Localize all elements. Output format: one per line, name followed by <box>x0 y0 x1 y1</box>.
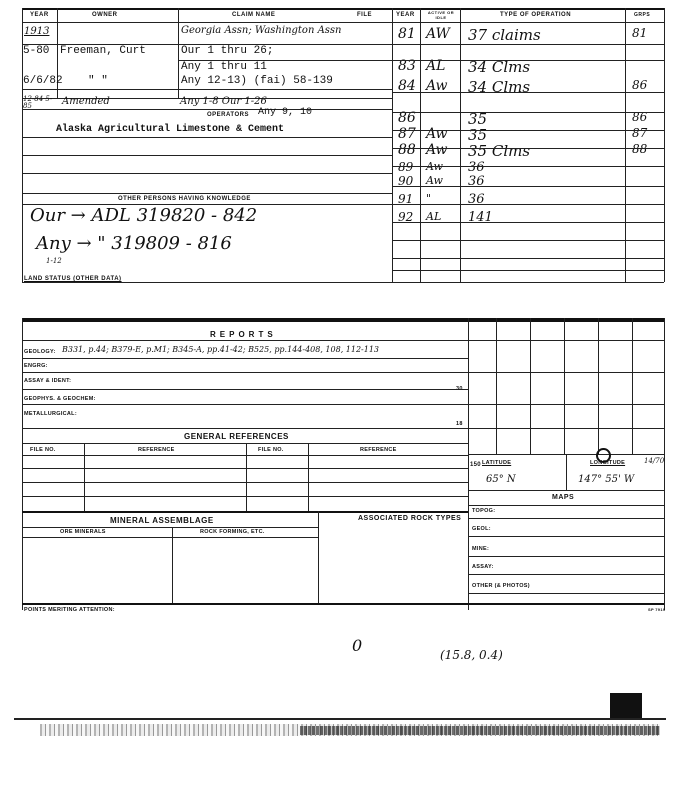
activity-last: 86 <box>632 78 648 92</box>
other-persons-line: Our → ADL 319820 - 842 <box>30 205 258 226</box>
year2-header: YEAR <box>396 12 415 18</box>
activity-status: Aw <box>426 160 443 173</box>
activity-type: 36 <box>468 192 485 207</box>
longitude-label: LONGITUDE <box>590 460 626 466</box>
maps-title: MAPS <box>552 494 575 501</box>
map-row-label: OTHER (& PHOTOS) <box>472 583 530 589</box>
operators-label: OPERATORS <box>207 112 249 118</box>
owner-row-year: 12-84 5-85 <box>23 95 53 110</box>
owner-row-owner: Amended <box>62 96 110 107</box>
activity-status: AW <box>426 26 450 42</box>
activity-status: Aw <box>426 142 448 158</box>
activity-year: 87 <box>398 126 416 142</box>
activity-type: 34 Clms <box>468 58 531 76</box>
mineral-assemblage-title: MINERAL ASSEMBLAGE <box>110 516 214 525</box>
active-idle-header: ACTIVE OR IDLE <box>427 10 455 20</box>
activity-status: AL <box>426 58 446 74</box>
activity-status: Aw <box>426 78 448 94</box>
latitude-label: LATITUDE <box>482 460 512 466</box>
longitude-value: 147° 55' W <box>578 474 635 485</box>
activity-type: 35 Clms <box>468 142 531 160</box>
latitude-value: 65° N <box>486 474 516 485</box>
other-persons-line: Any → " 319809 - 816 <box>36 233 232 254</box>
activity-year: 84 <box>398 78 416 94</box>
map-row-label: ASSAY: <box>472 564 494 570</box>
activity-type: 34 Clms <box>468 78 531 96</box>
activity-type: 35 <box>468 126 488 144</box>
reports-title: REPORTS <box>210 330 277 339</box>
scan-line-artifact <box>14 718 666 720</box>
year-header: YEAR <box>30 12 49 18</box>
activity-last: 86 <box>632 110 648 124</box>
last-column-header: GRPS <box>634 12 651 18</box>
report-label-assay: ASSAY & IDENT: <box>24 378 72 384</box>
activity-status: Aw <box>426 174 443 187</box>
activity-year: 81 <box>398 26 416 42</box>
owner-row-year: 1913 <box>24 26 50 37</box>
activity-status: " <box>426 192 432 205</box>
circle-mark-icon <box>596 448 611 463</box>
activity-year: 89 <box>398 160 414 174</box>
activity-last: 81 <box>632 26 648 40</box>
gr-header-reference: REFERENCE <box>138 447 175 453</box>
owner-row-year: 5-80 <box>23 45 50 57</box>
activity-year: 86 <box>398 110 416 126</box>
file-header: FILE <box>357 12 372 18</box>
grid-left-number: 150 <box>470 462 481 468</box>
activity-type: 37 claims <box>468 26 541 44</box>
operator-name: Alaska Agricultural Limestone & Cement <box>56 124 285 135</box>
owner-row-claim: Any 12-13) (fai) 58-139 <box>181 75 333 87</box>
activity-year: 92 <box>398 210 414 224</box>
owner-row-year: 6/6/82 <box>23 75 63 87</box>
owner-row-claim: Georgia Assn; Washington Assn <box>181 25 342 36</box>
activity-type: 36 <box>468 174 485 189</box>
owner-row-owner: " " <box>88 75 108 87</box>
map-row-label: TOPOG: <box>472 508 496 514</box>
owner-row-owner: Freeman, Curt <box>60 45 146 57</box>
claim-name-header: CLAIM NAME <box>232 12 276 18</box>
report-side-number: 30 <box>456 386 463 392</box>
other-persons-note: 1-12 <box>46 257 62 265</box>
activity-year: 90 <box>398 174 414 188</box>
points-meriting-label: POINTS MERITING ATTENTION: <box>24 607 115 613</box>
scan-noise-artifact <box>300 726 660 735</box>
longitude-note: 14/70 <box>644 457 665 465</box>
activity-status: Aw <box>426 126 448 142</box>
activity-year: 83 <box>398 58 416 74</box>
activity-type: 36 <box>468 160 485 175</box>
activity-type: 35 <box>468 110 488 128</box>
gr-header-file: FILE NO. <box>30 447 56 453</box>
map-row-label: MINE: <box>472 546 490 552</box>
activity-year: 88 <box>398 142 416 158</box>
rock-forming-header: ROCK FORMING, ETC. <box>200 529 265 535</box>
black-block-artifact <box>610 693 642 719</box>
report-label-metallurgical: METALLURGICAL: <box>24 411 77 417</box>
gr-header-file: FILE NO. <box>258 447 284 453</box>
operators-extra-claim: Any 9, 10 <box>258 107 313 118</box>
type-of-operation-header: TYPE OF OPERATION <box>500 12 572 18</box>
report-side-number: 18 <box>456 421 463 427</box>
owner-header: OWNER <box>92 12 118 18</box>
activity-status: AL <box>426 210 442 223</box>
activity-type: 141 <box>468 210 493 225</box>
activity-year: 91 <box>398 192 414 206</box>
owner-row-claim: Any 1 thru 11 <box>181 61 267 73</box>
handwritten-coordinates: (15.8, 0.4) <box>440 648 503 662</box>
associated-rock-types-line: ASSOCIATED ROCK TYPES <box>358 515 462 522</box>
map-row-label: GEOL: <box>472 526 491 532</box>
ore-minerals-header: ORE MINERALS <box>60 529 106 535</box>
owner-row-claim: Our 1 thru 26; <box>181 45 274 57</box>
gr-header-reference: REFERENCE <box>360 447 397 453</box>
other-persons-label: OTHER PERSONS HAVING KNOWLEDGE <box>118 196 251 202</box>
general-references-title: GENERAL REFERENCES <box>184 432 289 441</box>
report-label-geophys: GEOPHYS. & GEOCHEM: <box>24 396 96 402</box>
owner-row-claim: Any 1-8 Our 1-26 <box>180 96 267 107</box>
report-value-geology: B331, p.44; B379-E, p.M1; B345-A, pp.41-42; B525, pp.144-408, 108, 112-113 <box>62 345 380 354</box>
report-label-geology: GEOLOGY: <box>24 349 56 355</box>
land-status-label: LAND STATUS (OTHER DATA) <box>24 276 122 282</box>
report-label-engrg: ENGRG: <box>24 363 48 369</box>
activity-last: 87 <box>632 126 648 140</box>
handwritten-zero: 0 <box>352 636 363 655</box>
form-number: SP 7919 <box>648 607 666 612</box>
activity-last: 88 <box>632 142 648 156</box>
